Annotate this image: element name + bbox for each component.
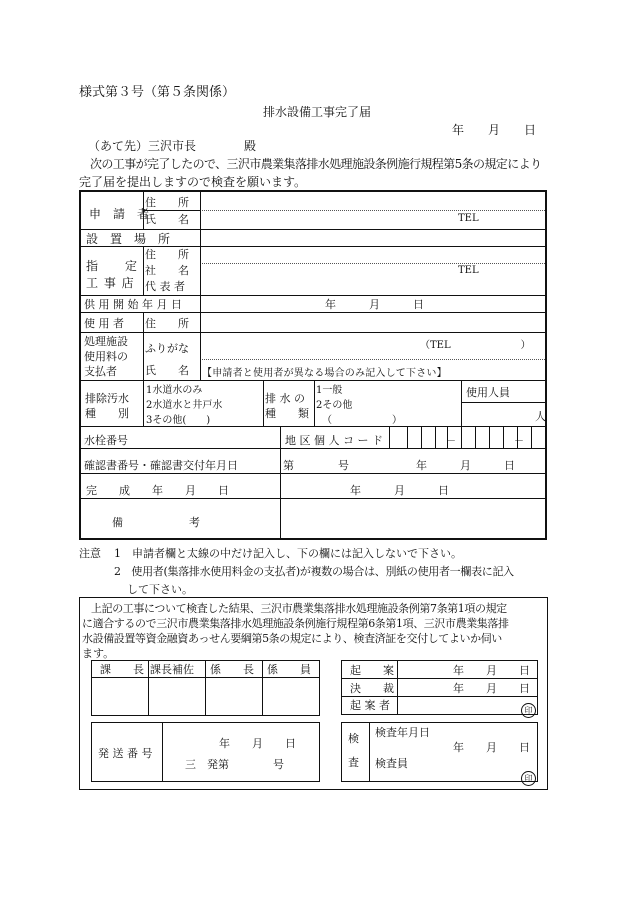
- payer-tel: （TEL ）: [420, 340, 531, 351]
- dispatch-number-label: 発 送 番 号: [98, 747, 153, 760]
- confirm-label: 確認書番号・確認書交付年月日: [84, 459, 238, 472]
- note-1: 1 申請者欄と太線の中だけ記入し、下の欄には記入しないで下さい。: [114, 547, 462, 560]
- persons-unit: 人: [535, 410, 546, 423]
- office-text-1: 上記の工事について検査した結果、三沢市農業集落排水処理施設条例第7条第1項の規定: [91, 602, 507, 615]
- waste-option-1: 1水道水のみ: [146, 385, 203, 396]
- note-2: 2 使用者(集落排水使用料金の支払者)が複数の場合は、別紙の使用者一欄表に記入: [114, 565, 514, 578]
- note-2-cont: して下さい。: [127, 583, 193, 596]
- contractor-label: 指 定 工 事 店: [86, 259, 139, 290]
- drafted-label: 起 案: [350, 664, 394, 677]
- payer-note: 【申請者と使用者が異なる場合のみ記入して下さい】: [202, 368, 447, 379]
- drafter-seal: 印: [521, 698, 536, 718]
- furigana-label: ふりがな: [145, 342, 189, 355]
- drafter-label: 起 案 者: [350, 699, 390, 712]
- payer-label: 処理施設 使用料の 支払者: [84, 335, 128, 378]
- notes-label: 注意: [79, 547, 101, 560]
- contractor-tel: TEL: [458, 265, 479, 276]
- applicant-address-label: 住 所: [145, 196, 189, 209]
- inspection-date-label: 検査年月日: [375, 726, 430, 739]
- staff-label: 係 員: [267, 663, 311, 676]
- dispatch-date: 年 月 日: [219, 737, 296, 750]
- drain-type-label: 排 水 の 種 類: [265, 392, 309, 420]
- intro-line-2: 完了届を提出しますので検査を願います。: [79, 175, 307, 189]
- representative-label: 代 表 者: [145, 280, 185, 293]
- applicant-tel: TEL: [458, 213, 479, 224]
- applicant-label: 申 請 者: [89, 207, 150, 221]
- meter-number-label: 水栓番号: [84, 434, 128, 447]
- waste-type-label: 排除汚水 種 別: [85, 392, 129, 420]
- district-code-label: 地 区 個 人 コ ー ド: [285, 434, 383, 447]
- user-address-label: 住 所: [145, 317, 189, 330]
- code-dash-1: －: [446, 436, 456, 447]
- addressee: （あて先）三沢市長 殿: [88, 139, 257, 153]
- contractor-address-label: 住 所: [145, 248, 189, 261]
- office-text-3: 水設備設置等資金融資あっせん要綱第5条の規定により、検査済証を交付してよいか伺い: [82, 632, 502, 645]
- intro-line-1: 次の工事が完了したので、三沢市農業集落排水処理施設条例施行規程第5条の規定により: [90, 157, 542, 171]
- confirm-date: 年 月 日: [416, 459, 515, 472]
- waste-option-3: 3その他( ): [146, 415, 211, 426]
- applicant-name-label: 氏 名: [145, 213, 189, 226]
- install-place-label: 設 置 場 所: [86, 232, 171, 246]
- form-number: 様式第３号（第５条関係）: [79, 85, 236, 100]
- confirm-number: 第 号: [283, 459, 349, 472]
- drafted-date: 年 月 日: [453, 664, 530, 677]
- office-text-4: ます。: [82, 647, 115, 660]
- company-name-label: 社 名: [145, 264, 189, 277]
- user-label: 使 用 者: [84, 317, 124, 330]
- approved-label: 決 裁: [350, 682, 394, 695]
- inspection-label: 検 査: [348, 732, 359, 769]
- service-start-label: 供 用 開 始 年 月 日: [84, 298, 182, 311]
- inspection-date: 年 月 日: [453, 741, 530, 754]
- service-start-date: 年 月 日: [325, 298, 424, 311]
- drain-option-3: （ ）: [322, 415, 402, 426]
- inspector-seal: 印: [521, 766, 536, 786]
- users-count-label: 使用人員: [466, 386, 510, 399]
- approved-date: 年 月 日: [453, 682, 530, 695]
- unit-chief-label: 係 長: [210, 663, 254, 676]
- inspector-label: 検査員: [375, 757, 408, 770]
- completion-date: 年 月 日: [350, 484, 449, 497]
- payer-name-label: 氏 名: [145, 364, 189, 377]
- section-chief-label: 課 長: [100, 663, 144, 676]
- office-text-2: に適合するので三沢市農業集落排水処理施設条例施行規程第6条第1項、三沢市農業集落排: [82, 617, 509, 630]
- code-dash-2: －: [514, 436, 524, 447]
- form-title: 排水設備工事完了届: [263, 105, 372, 119]
- dispatch-reference: 三 発第 号: [185, 758, 284, 771]
- deputy-chief-label: 課長補佐: [150, 663, 194, 676]
- completion-label: 完 成 年 月 日: [86, 484, 229, 497]
- drain-option-2: 2その他: [316, 400, 353, 411]
- date-line: 年 月 日: [452, 123, 537, 137]
- remarks-label: 備 考: [112, 516, 200, 529]
- drain-option-1: 1一般: [316, 385, 343, 396]
- waste-option-2: 2水道水と井戸水: [146, 400, 223, 411]
